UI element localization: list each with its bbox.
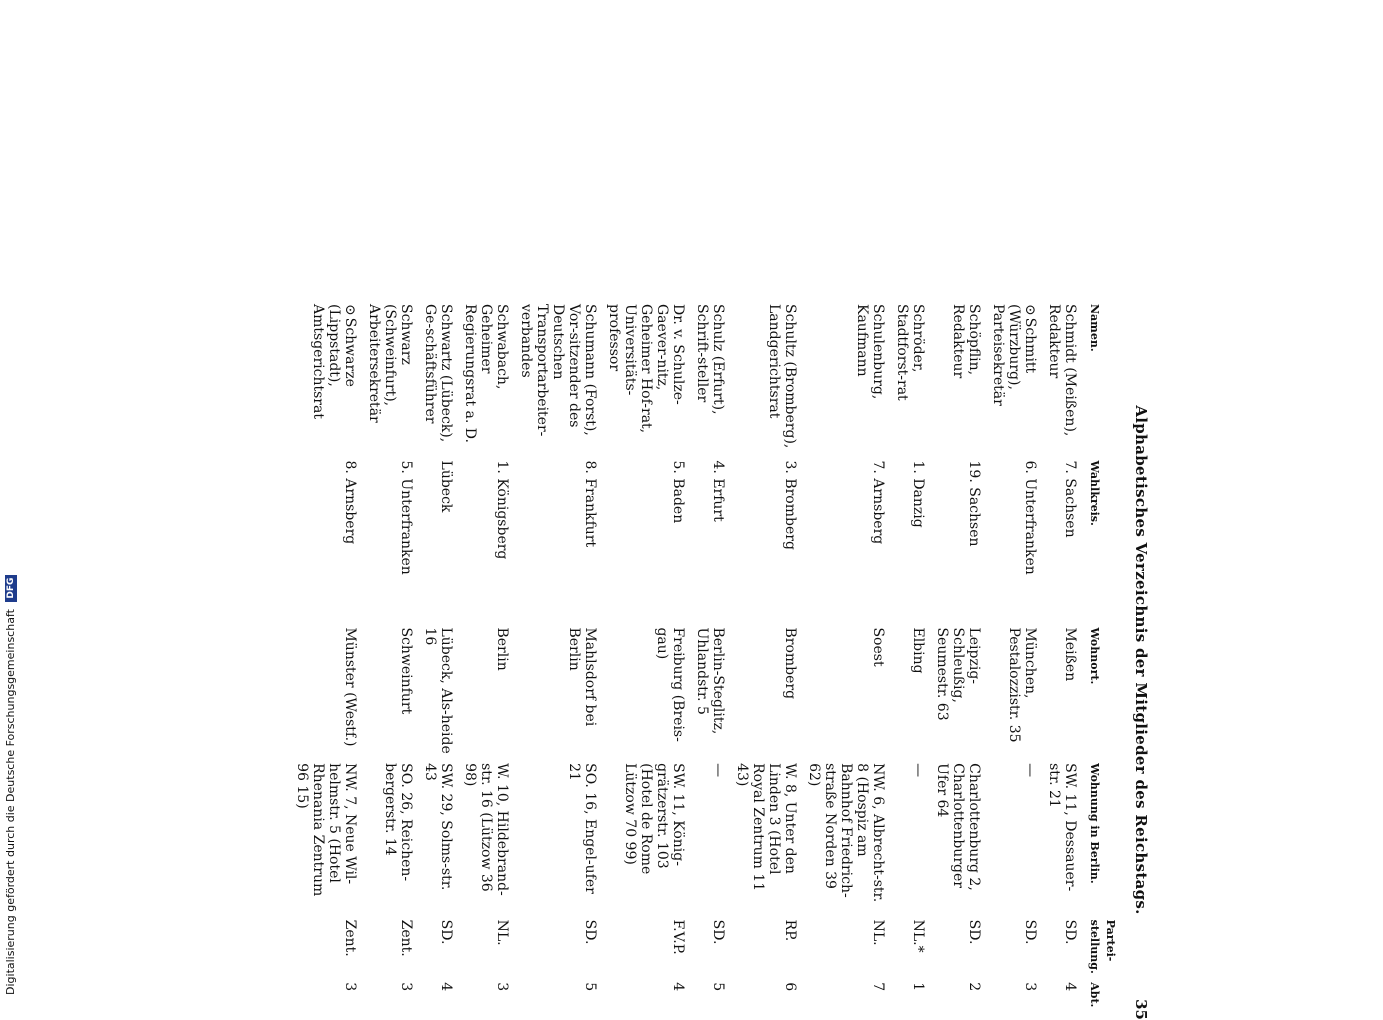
cell-wohnung: SW. 11, Dessauer-str. 21 [1046,763,1078,892]
table-row [416,300,456,1020]
cell-wahlkreis: 3. Bromberg [782,460,798,550]
cell-abt: 4 [670,982,686,992]
column-header-partei: Partei-stellung. [1088,919,1117,974]
cell-abt: 3 [398,982,414,992]
cell-wohnort: Lübeck, Als-heide 16 [422,627,454,754]
cell-partei: NL.* [910,919,926,953]
cell-wohnung: SW. 29, Solms-str. 43 [422,763,454,891]
cell-wohnort: Meißen [1062,627,1078,682]
cell-wohnung: NW. 7, Neue Wil-helmstr. 5 (Hotel Rhenania Zentrum 96 15) [294,763,358,897]
cell-wohnort: Bromberg [782,627,798,700]
marker-symbol: ⊙ [342,304,358,316]
page-title: Alphabetisches Verzeichnis der Mitglieder des Reichstags. [1132,405,1150,915]
member-name: Schulz (Erfurt), Schrift-steller [694,304,726,415]
cell-wohnort: Leipzig-Schleußig, Seumestr. 63 [934,627,982,721]
member-name: Schwabach, Geheimer Regierungsrat a. D. [462,304,510,443]
members-table [288,300,1122,1020]
page-number: 35 [1132,999,1150,1020]
table-row [728,300,800,1020]
cell-wohnort: Soest [870,627,886,667]
cell-wohnort: Berlin [494,627,510,671]
digitization-credit [4,575,17,995]
cell-wahlkreis: Lübeck [438,460,454,513]
cell-wahlkreis: 1. Königsberg [494,460,510,560]
table-row [512,300,600,1020]
member-name: Schöpflin, Redakteur [950,304,982,379]
cell-abt: 5 [710,982,726,992]
cell-wahlkreis: 8. Frankfurt [582,460,598,548]
table-header-row [1080,300,1122,1020]
cell-abt: 3 [342,982,358,992]
cell-wohnung: — [910,763,926,778]
cell-wohnung: W. 10, Hildebrand-str. 16 (Lützow 36 98) [462,763,510,896]
member-name: Schröder, Stadtforst-rat [894,304,926,401]
cell-wahlkreis: 4. Erfurt [710,460,726,522]
cell-wohnung: SO. 26, Reichen-bergerstr. 14 [382,763,414,882]
cell-abt: 3 [494,982,510,992]
member-name: Schulenburg, Kaufmann [854,304,886,400]
document-page [270,300,1150,1020]
cell-name [600,300,688,457]
cell-name [728,300,800,457]
table-row [800,300,888,1020]
cell-wahlkreis: 5. Unterfranken [398,460,414,575]
cell-wohnort: Elbing [910,627,926,674]
cell-wohnort: Berlin-Steglitz, Uhlandstr. 5 [694,627,726,735]
column-header-wohnung: Wohnung in Berlin. [1088,763,1101,884]
cell-abt: 3 [1022,982,1038,992]
cell-abt: 4 [1062,982,1078,992]
cell-wahlkreis: 19. Sachsen [966,460,982,547]
cell-wahlkreis: 6. Unterfranken [1022,460,1038,575]
cell-name [888,300,928,457]
cell-partei: Zent. [398,919,414,957]
cell-partei: Zent. [342,919,358,957]
cell-name [512,300,600,457]
cell-partei: NL. [494,919,510,946]
cell-abt: 5 [582,982,598,992]
member-name: Schmidt (Meißen), Redakteur [1046,304,1078,437]
cell-abt: 6 [782,982,798,992]
table-body [288,300,1080,1020]
member-name: Schwartz (Lübeck), Ge-schäftsführer [422,304,454,443]
cell-wahlkreis: 8. Arnsberg [342,460,358,545]
table-row [456,300,512,1020]
cell-wahlkreis: 7. Sachsen [1062,460,1078,538]
table-row [360,300,416,1020]
member-name: Schwarze (Lippstadt), Amtsgerichtsrat [310,304,358,419]
cell-name [984,300,1040,457]
column-header-abt: Abt. [1088,982,1101,1008]
column-header-name: Namen. [1088,304,1101,352]
cell-name [688,300,728,457]
cell-name [456,300,512,457]
cell-partei: SD. [582,919,598,945]
cell-name [928,300,984,457]
member-name: Dr. v. Schulze-Gaever-nitz, Geheimer Hof-rat, Universitäts-professor [606,304,686,434]
cell-name [416,300,456,457]
table-row [984,300,1040,1020]
cell-wohnort: München, Pestalozzistr. 35 [1006,627,1038,743]
cell-wohnort: Schweinfurt [398,627,414,715]
table-row [288,300,360,1020]
cell-partei: SD. [1022,919,1038,945]
cell-name [1040,300,1080,457]
column-header-wahlkreis: Wahlkreis. [1088,460,1101,526]
cell-abt: 1 [910,982,926,992]
dfg-logo: DFG [5,575,17,602]
cell-name [800,300,888,457]
cell-abt: 2 [966,982,982,992]
cell-wohnung: SO. 16, Engel-ufer 21 [566,763,598,894]
member-name: Schwarz (Schweinfurt), Arbeitersekretär [366,304,414,423]
credit-text: Digitalisierung gefördert durch die Deutsche Forschungsgemeinschaft [4,609,17,995]
page-header [1122,300,1150,1020]
cell-wohnung: — [710,763,726,778]
cell-name [288,300,360,457]
cell-wahlkreis: 7. Arnsberg [870,460,886,545]
member-name: Schumann (Forst), Vor-sitzender des Deutschen Transportarbeiter-verbandes [518,304,598,437]
cell-partei: SD. [710,919,726,945]
cell-wohnung: — [1022,763,1038,778]
column-header-wohnort: Wohnort. [1088,627,1101,685]
cell-wohnort: Mahlsdorf bei Berlin [566,627,598,727]
cell-partei: SD. [438,919,454,945]
member-name: Schultz (Bromberg), Landgerichtsrat [766,304,798,449]
table-row [600,300,688,1020]
cell-partei: F.V.P. [670,919,686,955]
cell-wahlkreis: 1. Danzig [910,460,926,528]
cell-wohnung: Charlottenburg 2, Charlottenburger Ufer 64 [934,763,982,891]
cell-partei: SD. [1062,919,1078,945]
cell-wohnung: SW. 11, König-grätzerstr. 103 (Hotel de Rome Lützow 70 99) [622,763,686,875]
cell-wohnung: W. 8, Unter den Linden 3 (Hotel Royal Zentrum 11 43) [734,763,798,892]
cell-abt: 7 [870,982,886,992]
cell-partei: NL. [870,919,886,946]
cell-partei: SD. [966,919,982,945]
cell-wahlkreis: 5. Baden [670,460,686,524]
cell-wohnort: Freiburg (Breis-gau) [654,627,686,742]
table-row [888,300,928,1020]
cell-abt: 4 [438,982,454,992]
cell-wohnort: Münster (Westf.) [342,627,358,747]
marker-symbol: ⊙ [1022,304,1038,316]
table-row [1040,300,1080,1020]
cell-partei: RP. [782,919,798,942]
table-row [688,300,728,1020]
member-name: Schmitt (Würzburg), Parteisekretär [990,304,1038,406]
cell-name [360,300,416,457]
cell-wohnung: NW. 6, Albrecht-str. 8 (Hospiz am Bahnhof Friedrich-straße Norden 39 62) [806,763,886,903]
table-row [928,300,984,1020]
